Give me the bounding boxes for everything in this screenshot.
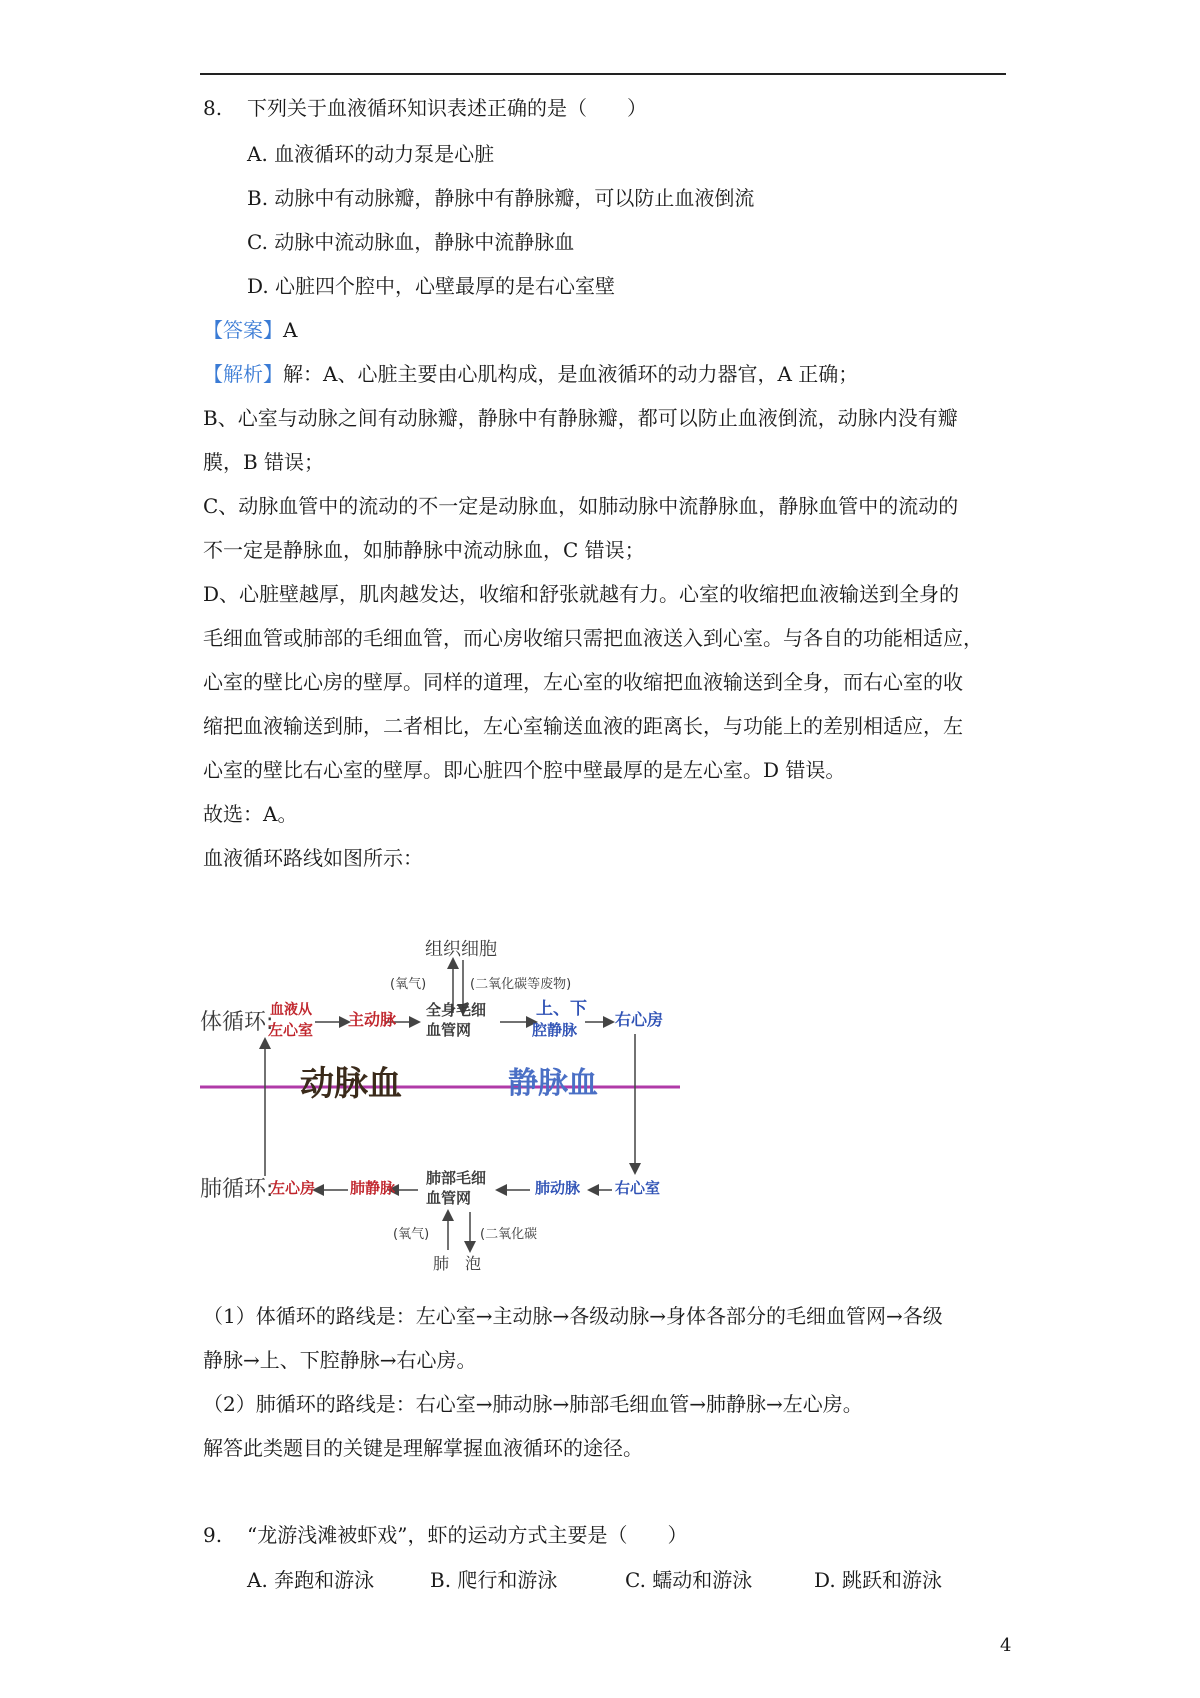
summary-line-2: 静脉→上、下腔静脉→右心房。 — [203, 1348, 477, 1372]
page-number: 4 — [1000, 1635, 1012, 1656]
summary-line-4: 解答此类题目的关键是理解掌握血液循环的途径。 — [203, 1436, 643, 1460]
analysis-line-1: 【解析】解：A、心脏主要由心肌构成，是血液循环的动力器官，A 正确； — [203, 362, 859, 386]
aorta-label: 主动脉 — [348, 1010, 397, 1029]
vena-cava-line-1: 上、下 — [536, 999, 587, 1019]
option-d: D. 心脏四个腔中，心壁最厚的是右心室壁 — [247, 274, 616, 298]
venous-blood-label: 静脉血 — [508, 1066, 598, 1101]
q9-option-a: A. 奔跑和游泳 — [247, 1568, 375, 1592]
diagram-intro: 血液循环路线如图所示： — [203, 846, 423, 870]
q9-option-c: C. 蠕动和游泳 — [625, 1568, 753, 1592]
blood-circulation-diagram — [200, 940, 680, 1280]
question-text: “龙游浅滩被虾戏”，虾的运动方式主要是（ ） — [247, 1523, 688, 1547]
alveoli-label: 肺 泡 — [433, 1254, 482, 1273]
summary-line-1: （1）体循环的路线是：左心室→主动脉→各级动脉→身体各部分的毛细血管网→各级 — [203, 1304, 943, 1328]
body-capillaries-line-2: 血管网 — [426, 1021, 472, 1039]
oxygen-top-label: (氧气) — [390, 977, 427, 992]
co2-bottom-label: (二氧化碳 — [480, 1227, 538, 1242]
question-text: 下列关于血液循环知识表述正确的是（ ） — [247, 96, 647, 120]
diagram-connectors — [200, 940, 680, 1280]
header-rule — [200, 73, 1006, 75]
lung-capillaries-line-2: 血管网 — [426, 1189, 472, 1207]
pulmonary-circulation-label: 肺循环: — [200, 1177, 274, 1202]
left-atrium-label: 左心房 — [270, 1179, 316, 1197]
right-ventricle-label: 右心室 — [615, 1179, 661, 1197]
tissue-cells-label: 组织细胞 — [425, 939, 497, 960]
option-b: B. 动脉中有动脉瓣，静脉中有静脉瓣，可以防止血液倒流 — [247, 186, 755, 210]
answer-line — [203, 317, 297, 343]
analysis-line-8: 心室的壁比心房的壁厚。同样的道理，左心室的收缩把血液输送到全身，而右心室的收 — [203, 670, 963, 694]
question-8-stem — [203, 95, 647, 121]
lung-capillaries-line-1: 肺部毛细 — [426, 1169, 487, 1187]
option-a: A. 血液循环的动力泵是心脏 — [247, 142, 495, 166]
analysis-line-7: 毛细血管或肺部的毛细血管，而心房收缩只需把血液送入到心室。与各自的功能相适应， — [203, 626, 983, 650]
conclusion-line: 故选：A。 — [203, 802, 298, 826]
co2-waste-label: (二氧化碳等废物) — [470, 977, 572, 992]
blood-from-label: 血液从 — [270, 1002, 312, 1018]
right-atrium-label: 右心房 — [615, 1010, 664, 1029]
vena-cava-line-2: 腔静脉 — [532, 1021, 578, 1039]
analysis-line-2: B、心室与动脉之间有动脉瓣，静脉中有静脉瓣，都可以防止血液倒流，动脉内没有瓣 — [203, 406, 958, 430]
analysis-line-5: 不一定是静脉血，如肺静脉中流动脉血，C 错误； — [203, 538, 645, 562]
arterial-blood-label: 动脉血 — [300, 1064, 402, 1104]
left-ventricle-label: 左心室 — [268, 1021, 314, 1039]
analysis-line-6: D、心脏壁越厚，肌肉越发达，收缩和舒张就越有力。心室的收缩把血液输送到全身的 — [203, 582, 960, 606]
question-9-stem — [203, 1522, 687, 1548]
analysis-line-4: C、动脉血管中的流动的不一定是动脉血，如肺动脉中流静脉血，静脉血管中的流动的 — [203, 494, 959, 518]
answer-label: 【答案】 — [203, 318, 283, 342]
analysis-line-9: 缩把血液输送到肺，二者相比，左心室输送血液的距离长，与功能上的差别相适应，左 — [203, 714, 963, 738]
pulmonary-vein-label: 肺静脉 — [350, 1179, 396, 1197]
body-capillaries-line-1: 全身毛细 — [426, 1001, 487, 1019]
question-number: 8. — [203, 96, 223, 120]
analysis-label: 【解析】 — [203, 362, 283, 386]
q9-option-b: B. 爬行和游泳 — [430, 1568, 558, 1592]
analysis-line-10: 心室的壁比右心室的壁厚。即心脏四个腔中壁最厚的是左心室。D 错误。 — [203, 758, 846, 782]
summary-line-3: （2）肺循环的路线是：右心室→肺动脉→肺部毛细血管→肺静脉→左心房。 — [203, 1392, 863, 1416]
pulmonary-artery-label: 肺动脉 — [535, 1179, 581, 1197]
analysis-line-3: 膜，B 错误； — [203, 450, 325, 474]
q9-option-d: D. 跳跃和游泳 — [814, 1568, 943, 1592]
answer-value: A — [283, 318, 298, 342]
oxygen-bottom-label: (氧气) — [393, 1227, 430, 1242]
question-number: 9. — [203, 1523, 223, 1547]
systemic-circulation-label: 体循环: — [200, 1010, 274, 1035]
option-c: C. 动脉中流动脉血，静脉中流静脉血 — [247, 230, 575, 254]
